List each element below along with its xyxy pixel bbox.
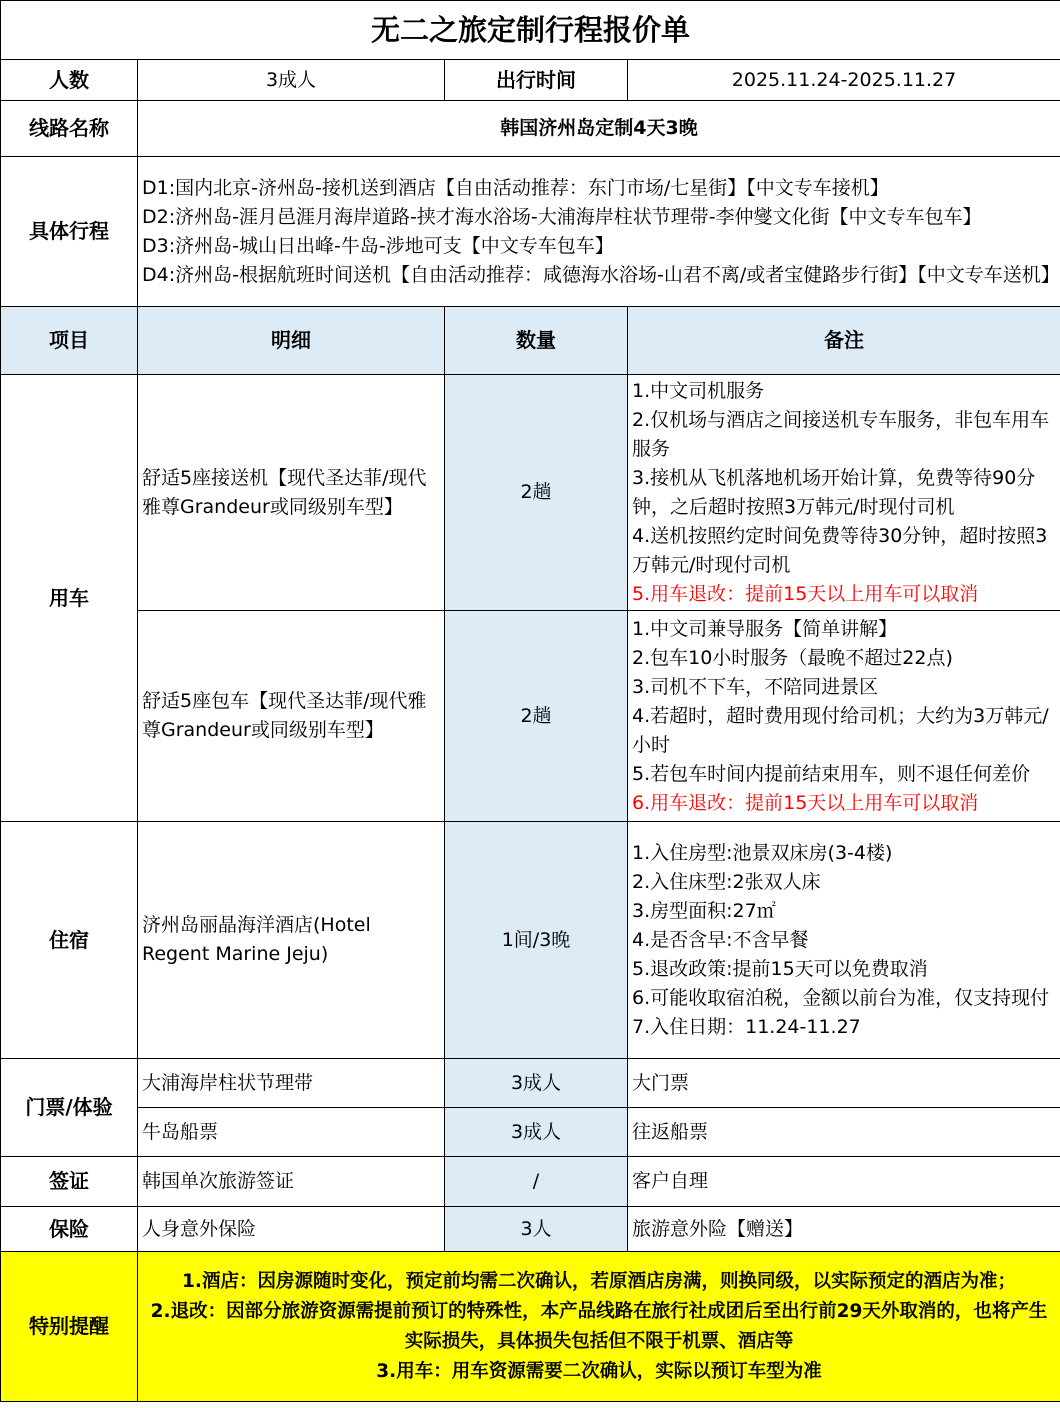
reminder-row <box>1 1252 1060 1402</box>
reminder-line: 3.用车：用车资源需要二次确认，实际以预订车型为准 <box>376 1360 822 1382</box>
ticket-row-2 <box>1 1108 1060 1157</box>
header-row <box>1 307 1060 375</box>
note-line: 7.入住日期：11.24-11.27 <box>632 1015 861 1038</box>
note-line: 5.退改政策:提前15天可以免费取消 <box>632 957 928 980</box>
tickets-label: 门票/体验 <box>1 1059 138 1157</box>
ticket-detail: 牛岛船票 <box>138 1108 445 1157</box>
visa-note: 客户自理 <box>628 1157 1060 1207</box>
car-transfer-qty: 2趟 <box>445 375 628 611</box>
reminder-line: 2.退改：因部分旅游资源需提前预订的特殊性，本产品线路在旅行社成团后至出行前29天外取消的，也将产生实际损失，具体损失包括但不限于机票、酒店等 <box>150 1300 1048 1352</box>
hotel-notes <box>628 822 1060 1059</box>
car-transfer-notes <box>628 375 1060 611</box>
car-row-charter <box>1 611 1060 822</box>
note-line: 2.包车10小时服务（最晚不超过22点) <box>632 646 953 669</box>
header-qty: 数量 <box>445 307 628 375</box>
route-value: 韩国济州岛定制4天3晚 <box>138 101 1060 157</box>
hotel-detail: 济州岛丽晶海洋酒店(Hotel Regent Marine Jeju) <box>138 822 445 1059</box>
people-date-row <box>1 60 1060 101</box>
itinerary-cell <box>138 157 1060 307</box>
note-line: 3.房型面积:27㎡ <box>632 899 776 922</box>
car-row-transfer <box>1 375 1060 611</box>
itinerary-day-3: D3:济州岛-城山日出峰-牛岛-涉地可支【中文专车包车】 <box>142 235 614 257</box>
note-line: 4.是否含早:不含早餐 <box>632 928 809 951</box>
visa-qty: / <box>445 1157 628 1207</box>
insurance-label: 保险 <box>1 1207 138 1252</box>
ticket-detail: 大浦海岸柱状节理带 <box>138 1059 445 1108</box>
ticket-note: 大门票 <box>628 1059 1060 1108</box>
ticket-qty: 3成人 <box>445 1059 628 1108</box>
route-row <box>1 101 1060 157</box>
header-item: 项目 <box>1 307 138 375</box>
note-line: 6.可能收取宿泊税，金额以前台为准，仅支持现付 <box>632 986 1050 1009</box>
page-title: 无二之旅定制行程报价单 <box>1 1 1060 60</box>
hotel-qty: 1间/3晚 <box>445 822 628 1059</box>
note-line: 1.中文司机服务 <box>632 379 765 402</box>
insurance-note: 旅游意外险【赠送】 <box>628 1207 1060 1252</box>
car-charter-detail: 舒适5座包车【现代圣达菲/现代雅尊Grandeur或同级别车型】 <box>138 611 445 822</box>
ticket-row-1 <box>1 1059 1060 1108</box>
note-line: 1.入住房型:池景双床房(3-4楼) <box>632 841 893 864</box>
header-detail: 明细 <box>138 307 445 375</box>
date-value: 2025.11.24-2025.11.27 <box>628 60 1060 101</box>
itinerary-day-1: D1:国内北京-济州岛-接机送到酒店【自由活动推荐：东门市场/七星街】【中文专车接机】 <box>142 177 889 199</box>
note-line: 4.送机按照约定时间免费等待30分钟，超时按照3万韩元/时现付司机 <box>632 524 1048 576</box>
insurance-qty: 3人 <box>445 1207 628 1252</box>
note-line: 3.司机不下车，不陪同进景区 <box>632 675 879 698</box>
hotel-row <box>1 822 1060 1059</box>
car-charter-notes <box>628 611 1060 822</box>
note-line: 2.入住床型:2张双人床 <box>632 870 821 893</box>
visa-detail: 韩国单次旅游签证 <box>138 1157 445 1207</box>
ticket-note: 往返船票 <box>628 1108 1060 1157</box>
ticket-qty: 3成人 <box>445 1108 628 1157</box>
reminder-text <box>138 1252 1060 1402</box>
note-line: 5.若包车时间内提前结束用车，则不退任何差价 <box>632 762 1031 785</box>
cancellation-note: 6.用车退改：提前15天以上用车可以取消 <box>632 791 979 814</box>
car-charter-qty: 2趟 <box>445 611 628 822</box>
note-line: 4.若超时，超时费用现付给司机；大约为3万韩元/小时 <box>632 704 1049 756</box>
visa-label: 签证 <box>1 1157 138 1207</box>
note-line: 3.接机从飞机落地机场开始计算，免费等待90分钟，之后超时按照3万韩元/时现付司机 <box>632 466 1036 518</box>
itinerary-day-4: D4:济州岛-根据航班时间送机【自由活动推荐：咸德海水浴场-山君不离/或者宝健路步行街】【中文专车送机】 <box>142 264 1060 286</box>
date-label: 出行时间 <box>445 60 628 101</box>
insurance-detail: 人身意外保险 <box>138 1207 445 1252</box>
title-row <box>1 1 1060 60</box>
route-label: 线路名称 <box>1 101 138 157</box>
hotel-label: 住宿 <box>1 822 138 1059</box>
note-line: 1.中文司兼导服务【简单讲解】 <box>632 617 898 640</box>
cancellation-note: 5.用车退改：提前15天以上用车可以取消 <box>632 582 979 605</box>
reminder-line: 1.酒店：因房源随时变化，预定前均需二次确认，若原酒店房满，则换同级，以实际预定的酒店为准； <box>182 1270 1016 1292</box>
reminder-label: 特别提醒 <box>1 1252 138 1402</box>
itinerary-row <box>1 157 1060 307</box>
visa-row <box>1 1157 1060 1207</box>
itinerary-label: 具体行程 <box>1 157 138 307</box>
note-line: 2.仅机场与酒店之间接送机专车服务，非包车用车服务 <box>632 408 1050 460</box>
insurance-row <box>1 1207 1060 1252</box>
itinerary-day-2: D2:济州岛-涯月邑涯月海岸道路-挟才海水浴场-大浦海岸柱状节理带-李仲燮文化街【中文专车包车】 <box>142 206 982 228</box>
car-transfer-detail: 舒适5座接送机【现代圣达菲/现代雅尊Grandeur或同级别车型】 <box>138 375 445 611</box>
header-note: 备注 <box>628 307 1060 375</box>
people-label: 人数 <box>1 60 138 101</box>
people-value: 3成人 <box>138 60 445 101</box>
car-label: 用车 <box>1 375 138 822</box>
